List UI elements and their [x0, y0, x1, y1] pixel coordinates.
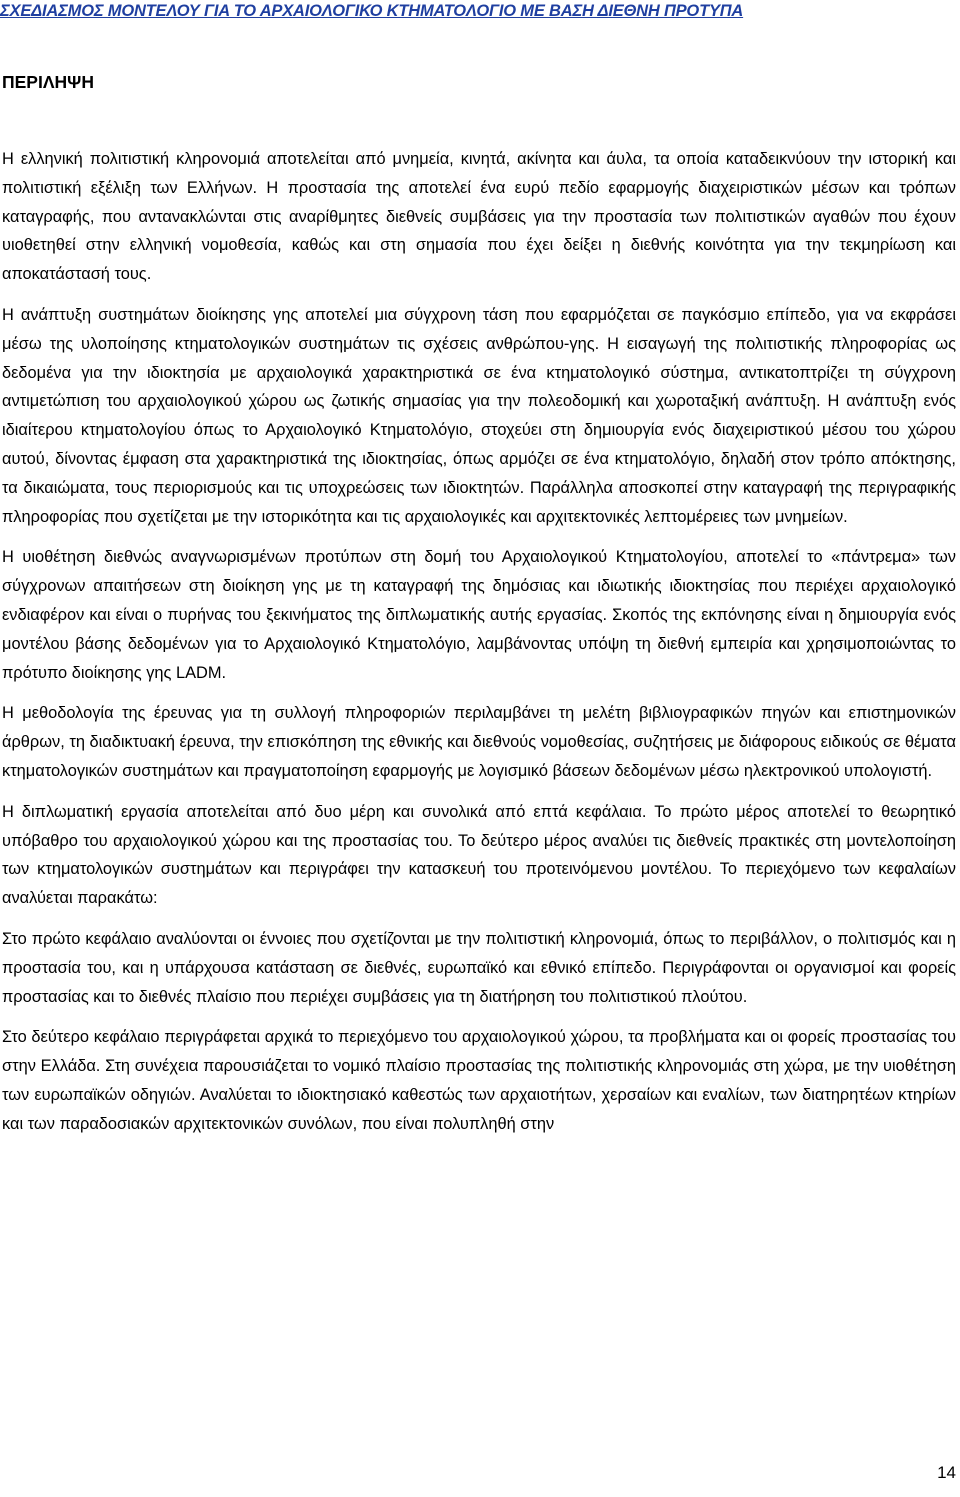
paragraph-2: Η ανάπτυξη συστημάτων διοίκησης γης αποτελεί μια σύγχρονη τάση που εφαρμόζεται σε παγκόσμιο επίπεδο, για να εκφράσει μέσω της υλοποίησης κτηματολογικών συστημάτων τις σχέσεις ανθρώπου-γης. Η εισαγωγή της πολιτιστικής πληροφορίας ως δεδομένα για την ιδιοκτησία με αρχαιολογικά χαρακτηριστικά σε ένα κτηματολογικό σύστημα, αντικατοπτρίζει τη σύγχρονη αντιμετώπιση του αρχαιολογικού χώρου ως ζωτικής σημασίας για την πολεοδομική και χωροταξική ανάπτυξη. Η ανάπτυξη ενός ιδιαίτερου κτηματολογίου όπως το Αρχαιολογικό Κτηματολόγιο, στοχεύει στη δημιουργία ενός διαχειριστικού μέσου του χώρου αυτού, δίνοντας έμφαση στα χαρακτηριστικά της ιδιοκτησίας, όπως αρμόζει σε ένα κτηματολόγιο, δηλαδή στον τρόπο απόκτησης, τα δικαιώματα, τους περιορισμούς και τις υποχρεώσεις των ιδιοκτητών. Παράλληλα αποσκοπεί στην καταγραφή της περιγραφικής πληροφορίας που σχετίζεται με την ιστορικότητα και τις αρχαιολογικές και αρχιτεκτονικές λεπτομέρειες των μνημείων.: [2, 305, 956, 526]
paragraph-6: Στο πρώτο κεφάλαιο αναλύονται οι έννοιες που σχετίζονται με την πολιτιστική κληρονομιά, όπως το περιβάλλον, ο πολιτισμός και η προστασία του, και η υπάρχουσα κατάσταση σε διεθνές, ευρωπαϊκό και εθνικό επίπεδο. Περιγράφονται οι οργανισμοί και φορείς προστασίας και το διεθνές πλαίσιο που περιέχει συμβάσεις για τη διατήρηση του πολιτιστικού πλούτου.: [2, 929, 956, 1006]
section-heading: ΠΕΡΙΛΗΨΗ: [2, 72, 94, 92]
document-body: [2, 145, 956, 1151]
paragraph-7: Στο δεύτερο κεφάλαιο περιγράφεται αρχικά το περιεχόμενο του αρχαιολογικού χώρου, τα προβλήματα και οι φορείς προστασίας του στην Ελλάδα. Στη συνέχεια παρουσιάζεται το νομικό πλαίσιο προστασίας της πολιτιστικής κληρονομιάς στη χώρα, με την υιοθέτηση των ευρωπαϊκών οδηγιών. Αναλύεται το ιδιοκτησιακό καθεστώς των αρχαιοτήτων, χερσαίων και εναλίων, των διατηρητέων κτηρίων και των παραδοσιακών αρχιτεκτονικών συνόλων, που είναι πολυπληθή στην: [2, 1028, 956, 1133]
document-header-title: ΣΧΕΔΙΑΣΜΟΣ ΜΟΝΤΕΛΟΥ ΓΙΑ ΤΟ ΑΡΧΑΙΟΛΟΓΙΚΟ ΚΤΗΜΑΤΟΛΟΓΙΟ ΜΕ ΒΑΣΗ ΔΙΕΘΝΗ ΠΡΟΤΥΠΑ: [0, 2, 744, 20]
paragraph-3: Η υιοθέτηση διεθνώς αναγνωρισμένων προτύπων στη δομή του Αρχαιολογικού Κτηματολογίου, αποτελεί το «πάντρεμα» των σύγχρονων απαιτήσεων στη διοίκηση γης με τη καταγραφή της δημόσιας και ιδιωτικής ιδιοκτησίας που περιέχει αρχαιολογικό ενδιαφέρον και είναι ο πυρήνας του ξεκινήματος της διπλωματικής αυτής εργασίας. Σκοπός της εκπόνησης είναι η δημιουργία ενός μοντέλου βάσης δεδομένων για το Αρχαιολογικό Κτηματολόγιο, λαμβάνοντας υπόψη τη διεθνή εμπειρία και χρησιμοποιώντας το πρότυπο διοίκησης γης LADM.: [2, 548, 956, 682]
paragraph-4: Η μεθοδολογία της έρευνας για τη συλλογή πληροφοριών περιλαμβάνει τη μελέτη βιβλιογραφικών πηγών και επιστημονικών άρθρων, τη διαδικτυακή έρευνα, την επισκόπηση της εθνικής και διεθνούς νομοθεσίας, συζητήσεις με διάφορους ειδικούς σε θέματα κτηματολογικών συστημάτων και πραγματοποίηση εφαρμογής με λογισμικό βάσεων δεδομένων μέσω ηλεκτρονικού υπολογιστή.: [2, 704, 956, 780]
paragraph-1: Η ελληνική πολιτιστική κληρονομιά αποτελείται από μνημεία, κινητά, ακίνητα και άυλα, τα οποία καταδεικνύουν την ιστορική και πολιτιστική εξέλιξη των Ελλήνων. Η προστασία της αποτελεί ένα ευρύ πεδίο εφαρμογής διαχειριστικών μέσων και τρόπων καταγραφής, που αντανακλώνται στις αναρίθμητες διεθνείς συμβάσεις για την προστασία των πολιτιστικών αγαθών που έχουν υιοθετηθεί στην ελληνική νομοθεσία, καθώς και στη σημασία που έχει δείξει η διεθνής κοινότητα για την τεκμηρίωση και αποκατάστασή τους.: [2, 150, 956, 284]
paragraph-5: Η διπλωματική εργασία αποτελείται από δυο μέρη και συνολικά από επτά κεφάλαια. Το πρώτο μέρος αποτελεί το θεωρητικό υπόβαθρο του αρχαιολογικού χώρου και της προστασίας του. Το δεύτερο μέρος αναλύει τις διεθνείς πρακτικές στη μοντελοποίηση των κτηματολογικών συστημάτων και περιγράφει την κατασκευή του προτεινόμενου μοντέλου. Το περιεχόμενο των κεφαλαίων αναλύεται παρακάτω:: [2, 802, 956, 908]
page-number: 14: [937, 1463, 956, 1482]
